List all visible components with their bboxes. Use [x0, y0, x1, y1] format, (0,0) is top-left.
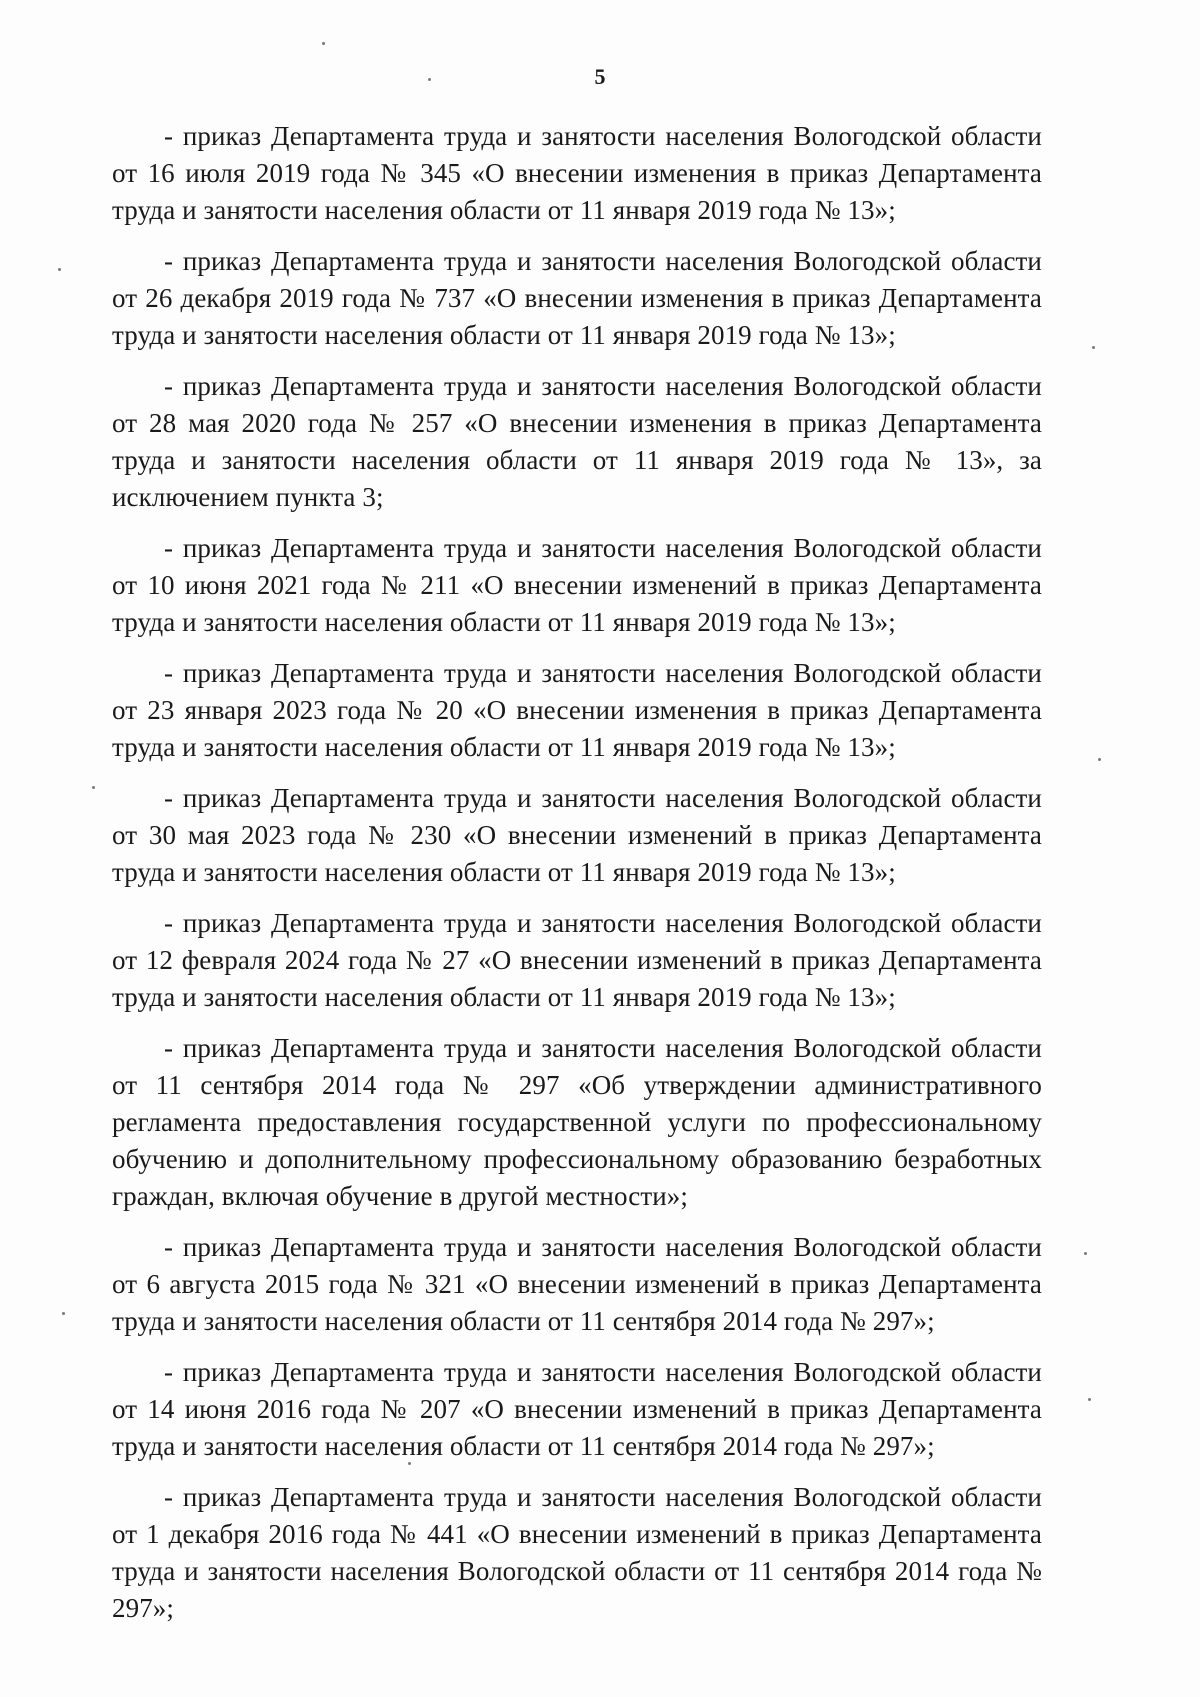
scan-speck — [1088, 1398, 1091, 1401]
list-item: - приказ Департамента труда и занятости населения Вологодской области от 6 августа 2015 года № 321 «О внесении изменений в приказ Департамента труда и занятости населения области от 11 сентября 2014 года № 297»; — [112, 1232, 1042, 1336]
scan-speck — [62, 1312, 65, 1315]
list-item: - приказ Департамента труда и занятости населения Вологодской области от 11 сентября 2014 года № 297 «Об утверждении административного регламента предоставления государственной услуги по профессиональному обучению и дополнительному профессиональному образованию безработных граждан, включая обучение в другой местности»; — [112, 1033, 1042, 1211]
list-item: - приказ Департамента труда и занятости населения Вологодской области от 14 июня 2016 года № 207 «О внесении изменений в приказ Департамента труда и занятости населения области от 11 сентября 2014 года № 297»; — [112, 1357, 1042, 1461]
scan-speck — [1092, 346, 1095, 349]
list-item: - приказ Департамента труда и занятости населения Вологодской области от 28 мая 2020 года № 257 «О внесении изменения в приказ Департамента труда и занятости населения области от 11 января 2019 года № 13», за исключением пункта 3; — [112, 371, 1042, 512]
list-item: - приказ Департамента труда и занятости населения Вологодской области от 26 декабря 2019 года № 737 «О внесении изменения в приказ Департамента труда и занятости населения области от 11 января 2019 года № 13»; — [112, 246, 1042, 350]
scan-speck — [1084, 1252, 1087, 1255]
list-item: - приказ Департамента труда и занятости населения Вологодской области от 30 мая 2023 года № 230 «О внесении изменений в приказ Департамента труда и занятости населения области от 11 января 2019 года № 13»; — [112, 783, 1042, 887]
scan-speck — [58, 268, 61, 271]
scan-speck — [92, 786, 95, 789]
document-body — [112, 118, 1042, 1641]
list-item: - приказ Департамента труда и занятости населения Вологодской области от 1 декабря 2016 года № 441 «О внесении изменений в приказ Департамента труда и занятости населения Вологодской области от 11 сентября 2014 года № 297»; — [112, 1482, 1042, 1623]
page-number: 5 — [594, 64, 606, 89]
list-item: - приказ Департамента труда и занятости населения Вологодской области от 16 июля 2019 года № 345 «О внесении изменения в приказ Департамента труда и занятости населения области от 11 января 2019 года № 13»; — [112, 121, 1042, 225]
list-item: - приказ Департамента труда и занятости населения Вологодской области от 12 февраля 2024 года № 27 «О внесении изменений в приказ Департамента труда и занятости населения области от 11 января 2019 года № 13»; — [112, 908, 1042, 1012]
list-item: - приказ Департамента труда и занятости населения Вологодской области от 10 июня 2021 года № 211 «О внесении изменений в приказ Департамента труда и занятости населения области от 11 января 2019 года № 13»; — [112, 533, 1042, 637]
scan-speck — [408, 1462, 411, 1465]
scan-speck — [1098, 758, 1101, 761]
scan-speck — [322, 42, 325, 45]
scan-speck — [428, 78, 431, 81]
list-item: - приказ Департамента труда и занятости населения Вологодской области от 23 января 2023 года № 20 «О внесении изменения в приказ Департамента труда и занятости населения области от 11 января 2019 года № 13»; — [112, 658, 1042, 762]
